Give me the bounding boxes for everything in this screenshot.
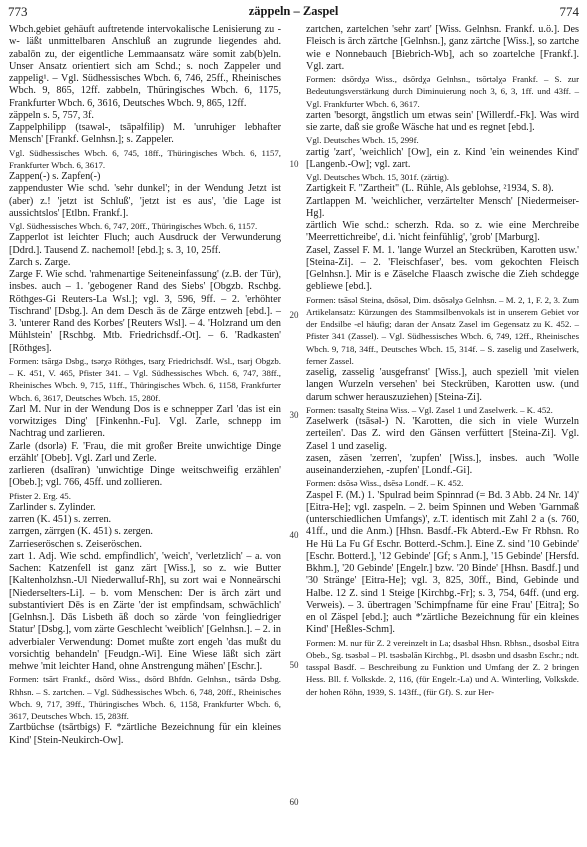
- entry: Zaspel F. (M.) 1. 'Spulrad beim Spinnrad (= Bd. 3 Abb. 24 Nr. 14)' [Eitra-He]; vgl. zaspeln. – 2. beim Spinnen und Weben 'Garnmaß (unterschiedlichen Umfangs)', z.T. identisch mit Zahl 2 a (s. 760, 41ff., und die Anm.) [Hhsn. Basdf.-Fk Abterd.-Ew Fr Rbhsn. Ro He Hü La Fu Gf Eschr. Botterd.-Schm.]. Eine Z. sind '10 Gebinde' [Eschr. Botterd.], '12 Gebinde' [Gf; s Anm.], '15 Gebinde' [Hersfd. Bkhm.], '20 Gebinde' [Engelr.] bzw. '20 Binde' [Hhsn. Basdf.] und '30 Stränge' [Eitra-He]; vgl. 3, 825, 30ff., Bind, Gebinde und Halbe. 12 Z. sind 1 Steige [Kirchbg.-Fr]; s. 3, 754, 64ff. (und erg. Verweis). – 3. übertragen 'Schimpfname für eine Frau' [Eitra]; So en ol Zäspel [ebd.]; auch *'zärtliche Bezeichnung für ein kleines Kind' [Heßles-Schm].: [306, 489, 579, 636]
- entry: Formen: tsāsəl Steina, dsōsəl, Dim. dsōsəlχə Gelnhsn. – M. 2, 1, F. 2, 3. Zum Artikelansatz: Kürzungen des Stammsilbenvokals ist in unserem Gebiet vor der Endsilbe -el häufig; daran der Ansatz Zasel im Gegensatz zu K. 452. – Pfister 341 (Zassel). – Vgl. Südhessisches Wbch. 6, 749, 12ff., Rheinisches Wbch. 9, 718, 34ff., Deutsches Wbch. 15, 314f. – S. zaselig und Zaselwerk, ferner Zassel.: [306, 294, 579, 366]
- line-number: 50: [289, 660, 299, 670]
- entry: Formen: M. nur für Z. 2 vereinzelt in La; dsasbəl Hhsn. Rbhsn., dsosbəl Eitra Obeb., Sg. tsəsbəl – Pl. tsəsbəlān Kirchbg., Pl. dsəsbn und dsasbn Eschr.; ndt. tasspəl Basdf. – Beschreibung zu Funktion und Umfang der Z. 2 bringen Hess. Bll. f. Volkskde. 2, 116, (für Engelr.-La) und A. Winterling, Volkskde. der hohen Röhn, 1939, S. 143ff., (für Gf). S. zur Her-: [306, 637, 579, 697]
- entry: zartig 'zart', 'weichlich' [Ow], ein z. Kind 'ein weinendes Kind' [Langenb.-Ow]; vgl. zart.: [306, 146, 579, 170]
- entry: Wbch.gebiet gehäuft auftretende intervokalische Lenisierung zu -w- läßt unmittelbaren Anschluß an zugrunde liegendes ahd. zabalōn zu, der eigentliche Lemmaansatz wäre somit zab(b)eln. Unser Ansatz orientiert sich am Schd.; s. noch Zappeler und zappelig¹. – Vgl. Südhessisches Wbch. 6, 746, 25ff., Rheinisches Wbch. 9, 865, 12ff. zabbeln, Thüringisches Wbch. 6, 1175, Frankfurter Wbch. 6, 3616, Deutsches Wbch. 9, 865, 12ff.: [9, 24, 281, 109]
- entry: zarrgen, zärrgen (K. 451) s. zergen.: [9, 526, 153, 538]
- entry: Zarch s. Zarge.: [9, 256, 71, 268]
- entry: Zarle (dsorlə) F. 'Frau, die mit großer Breite unwichtige Dinge erzählt' [Obeb]. Vgl. Zarl und Zerle.: [9, 440, 281, 464]
- entry: Zappelphilipp (tsawəl-, tsāpəlfilip) M. 'unruhiger lebhafter Mensch' [Frankf. Gelnhsn.]; s. Zappeler.: [9, 122, 281, 146]
- line-number: 40: [289, 530, 299, 540]
- entry: Formen: tsārt Frankf., dsōrd Wiss., dsōrd Bhfdn. Gelnhsn., tsārdə Dsbg. Rhhsn. – S. zartchen. – Vgl. Südhessisches Wbch. 6, 748, 20ff., Rheinisches Wbch. 9, 717, 39ff., Thüringisches Wbch. 6, 1158, Frankfurter Wbch. 6, 3617, Deutsches Wbch. 15, 283ff.: [9, 674, 281, 721]
- entry: zarren (K. 451) s. zerren.: [9, 514, 112, 525]
- entry: Zarl M. Nur in der Wendung Dos is e schnepper Zarl 'das ist ein vorwitziges Ding' [Finkenhn.-Fu]. Vgl. Zarle, schnepp im Nachtrag und zarlieren.: [9, 403, 281, 440]
- entry: Formen: dsōsə Wiss., dsēsə Londf. – K. 452.: [306, 478, 464, 489]
- entry: Zarge F. Wie schd. 'rahmenartige Seiteneinfassung' (z.B. der Tür), insbes. auch – 1. 'gebogener Rand des Siebs' [Obgzb. Rschbg. Röthges-Gi Reuters-La Wsl.]; vgl. 3, 596, 9ff. – 2. 'erhöhter Tischrand' [Dsbg.]. An dem Desch äs de Zärge entzweh [ebd.]. – 3. 'unterer Rand des Korbes' [Reuters Wsl]. – 4. 'Holzrand um den Mühlstein' [Rschbg. Mtb. Friedrichsdf.-Ot]. – 6. 'Radkasten' [Röthges].: [9, 269, 281, 354]
- entry: Vgl. Südhessisches Wbch. 6, 747, 20ff., Thüringisches Wbch. 6, 1157.: [9, 221, 258, 231]
- line-number: 60: [289, 797, 299, 807]
- entry: Zappen(-) s. Zapfen(-): [9, 171, 101, 182]
- entry: Zapperlot ist leichter Fluch; auch Ausdruck der Verwunderung [Ddrd.]. Tausend Z. nachemol! [ebd.]; s. 3, 10, 25ff.: [9, 232, 281, 256]
- entry: Zartlappen M. 'weichlicher, verzärtelter Mensch' [Niedermeiser-Hg].: [306, 195, 579, 219]
- entry: zarten 'besorgt, ängstlich um etwas sein' [Willerdf.-Fk]. Was wird sie zarte, daß sie große Wäsche hat und es regnet [ebd.].: [306, 109, 579, 133]
- entry: zärtlich Wie schd.: scherzh. Rda. so z. wie eine Merchreibe 'Meerrettichreibe', d.i. 'nicht feinfühlig', 'grob' [Marburg].: [306, 220, 579, 244]
- entry: Formen: tsasalīχ Steina Wiss. – Vgl. Zasel 1 und Zaselwerk. – K. 452.: [306, 404, 553, 415]
- entry: Vgl. Südhessisches Wbch. 6, 745, 18ff., Thüringisches Wbch. 6, 1157, Frankfurter Wbch. 6, 3617.: [9, 147, 281, 170]
- entry: Vgl. Deutsches Wbch. 15, 301f. (zärtig).: [306, 172, 449, 182]
- line-number: 20: [289, 310, 299, 320]
- entry: Zartigkeit F. "Zartheit" (L. Rühle, Als geblohse, ²1934, S. 8).: [306, 183, 554, 195]
- entry: zasen, zäsen 'zerren', 'zupfen' [Wiss.], insbes. auch 'Wolle auseinanderziehen, -zupfen' [Londf.-Gi].: [306, 452, 579, 476]
- entry: Pfister 2. Erg. 45.: [9, 490, 71, 501]
- entry: Formen: tsārgə Dsbg., tsərχə Röthges, tsarχ Friedrichsdf. Wsl., tsarj Obgzb. – K. 451, V. 465, Pfister 341. – Vgl. Südhessisches Wbch. 6, 747, 38ff., Rheinisches Wbch. 9, 715, 11ff., Thüringisches Wbch. 6, 1158, Frankfurter Wbch. 6, 3617, Deutsches Wbch. 15, 280f.: [9, 355, 281, 403]
- entry: zäppeln s. 5, 757, 3f.: [9, 109, 94, 121]
- running-title: zäppeln – Zaspel: [248, 4, 339, 18]
- entry: Vgl. Deutsches Wbch. 15, 299f.: [306, 135, 419, 146]
- entry: Formen: dsōrdχə Wiss., dsōrdχə Gelnhsn., tsōrtəlχə Frankf. – S. zur Bedeutungsverstärkung durch Diminuierung noch 3, 6, 3, 1ff. und 43ff. – Vgl. Frankfurter Wbch. 6, 3617.: [306, 74, 579, 109]
- entry: zappenduster Wie schd. 'sehr dunkel'; in der Wendung Jetzt ist (aber) z.! 'jetzt ist Schluß', 'jetzt ist es aus', 'die Lage ist aussichtslos' [Etlbn. Frankf.].: [9, 183, 281, 219]
- right-column: [306, 24, 579, 698]
- line-number: 30: [289, 410, 299, 420]
- line-number: 10: [289, 159, 299, 169]
- entry: zarlieren (dsalīrən) 'unwichtige Dinge weitschweifig erzählen' [Obeb.]; vgl. 766, 45ff. und zollieren.: [9, 465, 281, 489]
- entry: Zartbüchse (tsārtbigs) F. *zärtliche Bezeichnung für ein kleines Kind' [Stein-Neukirch-Ow].: [9, 722, 281, 746]
- entry: zart 1. Adj. Wie schd. empfindlich', 'weich', 'verletzlich' – a. von Sachen: Katzenfell ist ganz zärt [Wiss.], so z. wie Butter [Kaltenholzhsn.-Ul Niederwalluf-Rh], su zort wai e Nonneärschi [Niederselters-Li]. – b. vom Menschen: Der is ärch zärt und substantiviert Dēs is en Zärte 'der ist empfindsam, schwächlich' [Gelnhsn.]. Dās Lisbeth äß doch so zärde 'von feingliedriger Statur' [Dsbg.], vom zärte Geschlecht 'weiblich' [Gelnhsn.]. – 2. in adverbialer Verwendung: Domet mußte zort engeh 'das mußt du vorsichtig behandeln' [Feudgn.-Wi]. Eine Wiese läßt sich zärt mehwe 'mit leichter Hand, ohne Anstrengung mähen' [Eschr.].: [9, 550, 281, 672]
- page-number-right: 774: [559, 4, 579, 19]
- page-header: [8, 4, 579, 22]
- entry: zartchen, zartelchen 'sehr zart' [Wiss. Gelnhsn. Frankf. u.ö.]. Des Fleisch is ärch zärtche [Gelnhsn.], ganz zärtche [Wiss.], so zartche wie e Nonnebauch [Biebrich-Wb], ach so zoartelche [Frankf.]. Vgl. zart.: [306, 24, 579, 72]
- left-column: [9, 24, 281, 747]
- entry: zaselig, zasselig 'ausgefranst' [Wiss.], auch speziell 'mit vielen langen Wurzeln versehen' bei Steckrüben, Karotten usw. (und darum schwer herauszuziehen) [Steina-Zi].: [306, 367, 579, 403]
- entry: Zasel, Zassel F. M. 1. 'lange Wurzel an Steckrüben, Karotten usw.' [Steina-Zi]. – 2. 'Fleischfaser', bes. vom gekochten Fleisch [Gelnhsn.]. Mir is e Zäselche Flaasch zwische die Zieh schdegge gebliewe [ebd.].: [306, 244, 579, 293]
- entry: Zarrieseröschen s. Zeiseröschen.: [9, 538, 142, 550]
- entry: Zaselwerk (tsāsəl-) N. 'Karotten, die sich in viele Wurzeln zerteilen'. Das Z. wird den Gänsen verfüttert [Steina-Zi]. Vgl. Zasel 1 und zaselig.: [306, 416, 579, 452]
- page-number-left: 773: [8, 4, 28, 19]
- entry: Zarlinder s. Zylinder.: [9, 501, 96, 513]
